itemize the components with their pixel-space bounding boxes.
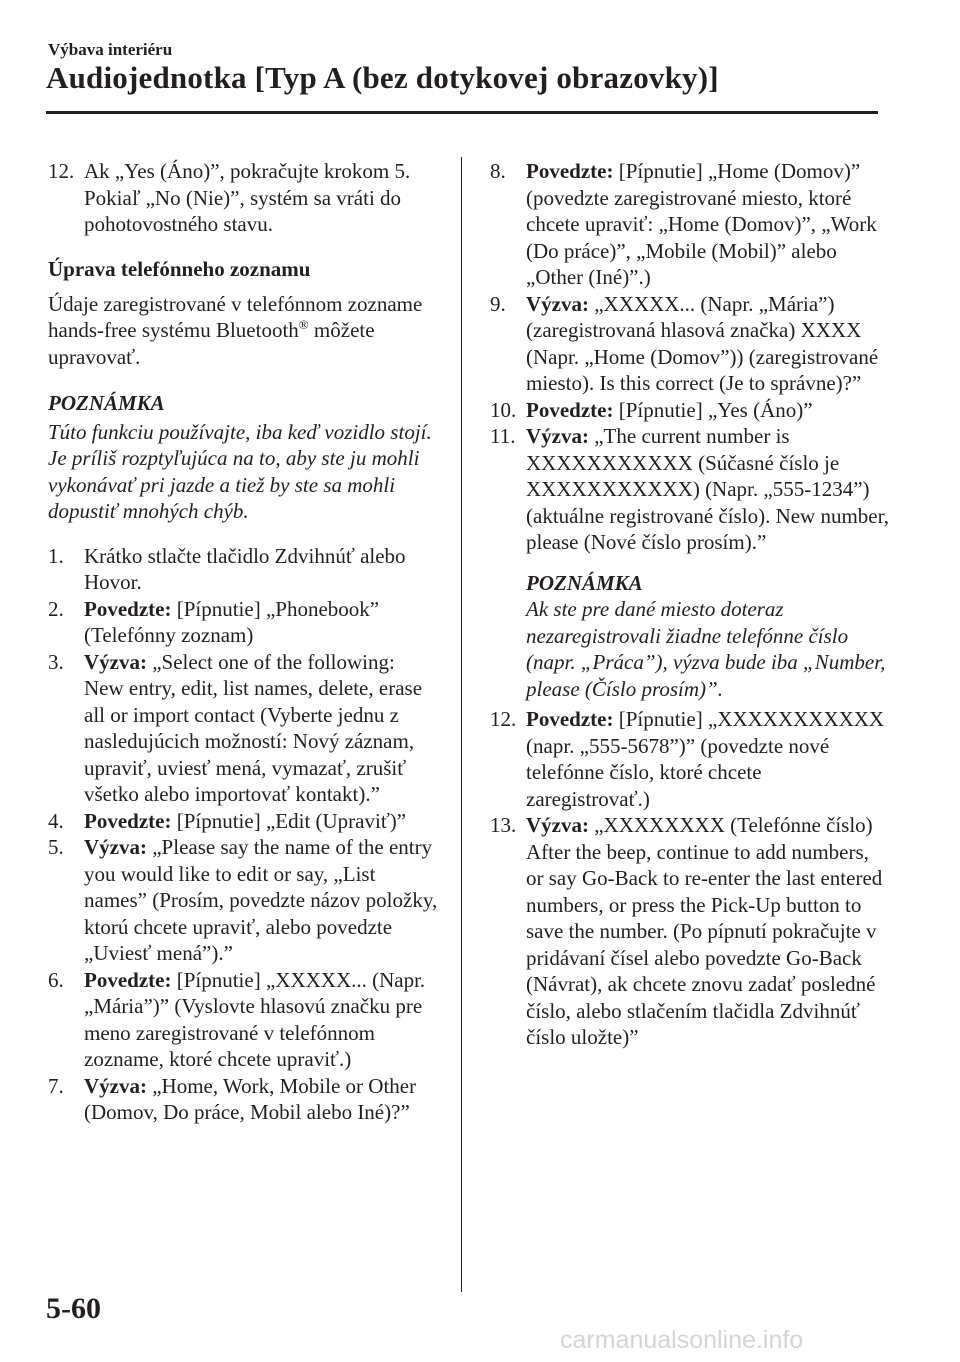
section-label: Výbava interiéru — [48, 40, 173, 59]
step-item — [490, 158, 890, 291]
step-number: 3. — [48, 649, 64, 674]
step-number: 12. — [490, 707, 517, 731]
step-body — [84, 808, 438, 835]
step-item — [48, 649, 438, 808]
step-text: [Pípnutie] „Edit (Upraviť)” — [176, 808, 407, 833]
step-text: [Pípnutie] „Phonebook” (Telefónny zoznam) — [84, 596, 380, 647]
page-number: 5-60 — [46, 1292, 101, 1325]
note-text: Túto funkciu používajte, iba keď vozidlo stojí. Je príliš rozptyľujúca na to, aby ste ju mohli vykonávať pri jazde a tiež by ste sa mohli dopustiť mnohých chýb. — [48, 419, 432, 523]
header-rule — [46, 111, 878, 114]
step-label: Povedzte: — [526, 397, 614, 422]
step-label: Povedzte: — [84, 967, 172, 992]
step-number: 1. — [48, 543, 64, 568]
step-item — [48, 834, 438, 967]
step-text-line2: Pokiaľ „No (Nie)”, systém sa vráti do pohotovostného stavu. — [84, 185, 402, 236]
step-text: [Pípnutie] „Yes (Áno)” — [618, 397, 813, 422]
step-number: 12. — [48, 159, 75, 183]
step-item — [48, 967, 438, 1073]
step-body — [526, 423, 890, 556]
step-text: „The current number is XXXXXXXXXXX (Súčasné číslo je XXXXXXXXXXX) (Napr. „555-1234”) (aktuálne registrované číslo). New number, please (Nové číslo prosím).” — [526, 424, 890, 554]
step-item — [490, 291, 890, 397]
step-12-intro — [48, 158, 438, 248]
step-number: 10. — [490, 397, 517, 422]
page-title: Audiojednotka [Typ A (bez dotykovej obrazovky)] — [46, 60, 719, 95]
step-label: Výzva: — [526, 424, 589, 448]
step-body — [526, 812, 890, 1051]
step-label: Povedzte: — [84, 808, 172, 833]
step-item — [490, 706, 890, 812]
step-body — [84, 834, 438, 967]
step-label: Výzva: — [526, 813, 589, 837]
step-item — [490, 812, 890, 1051]
step-number: 2. — [48, 596, 64, 621]
step-text-line1: Ak „Yes (Áno)”, pokračujte krokom 5. — [84, 159, 411, 183]
step-label: Povedzte: — [84, 596, 172, 621]
watermark: carmanualsonline.info — [560, 1326, 804, 1354]
step-label: Povedzte: — [526, 159, 614, 183]
step-item — [48, 1073, 438, 1126]
step-number: 5. — [48, 835, 64, 859]
section-heading: Úprava telefónneho zoznamu — [48, 257, 311, 281]
step-number: 4. — [48, 808, 64, 833]
step-number: 8. — [490, 159, 506, 183]
step-label: Výzva: — [526, 291, 589, 316]
step-number: 11. — [490, 424, 516, 448]
step-item — [48, 808, 438, 835]
step-text: „Select one of the following: New entry, edit, list names, delete, erase all or import contact (Vyberte jednu z nasledujúcich možností: Nový záznam, upraviť, uviesť mená, vymazať, zrušiť všetko alebo importovať kontakt).” — [84, 649, 423, 806]
note-heading-right: POZNÁMKA — [526, 570, 643, 595]
left-step-list — [48, 543, 438, 1126]
note-text-right: Ak ste pre dané miesto doteraz nezaregistrovali žiadne telefónne číslo (napr. „Práca”), výzva bude iba „Number, please (Číslo prosím)”. — [526, 597, 886, 701]
registered-mark: ® — [298, 317, 309, 332]
note-heading: POZNÁMKA — [48, 391, 165, 415]
step-body — [84, 1073, 438, 1126]
step-text: Krátko stlačte tlačidlo Zdvihnúť alebo Hovor. — [84, 543, 406, 594]
step-item — [48, 543, 438, 596]
step-text: [Pípnutie] „Home (Domov)” (povedzte zaregistrované miesto, ktoré chcete upraviť: „Home (Domov)”, „Work (Do práce)”, „Mobile (Mobil)” alebo „Other (Iné)”.) — [526, 159, 877, 289]
step-text: [Pípnutie] „XXXXXXXXXXX (napr. „555-5678”)” (povedzte nové telefónne číslo, ktoré chcete zaregistrovať.) — [526, 707, 885, 811]
step-body — [526, 158, 890, 291]
step-number: 6. — [48, 967, 64, 992]
step-label: Výzva: — [84, 649, 147, 674]
step-body — [84, 649, 438, 808]
left-column — [48, 158, 438, 1126]
step-item — [490, 397, 890, 424]
step-number: 13. — [490, 813, 517, 837]
right-step-list-b — [490, 706, 890, 1051]
intro-text: Údaje zaregistrované v telefónnom zozname hands-free systému Bluetooth — [48, 291, 423, 342]
step-body — [84, 967, 438, 1073]
step-number: 9. — [490, 291, 506, 316]
step-label: Výzva: — [84, 1073, 147, 1098]
step-body — [84, 596, 438, 649]
step-body — [526, 706, 890, 812]
intro-paragraph — [48, 291, 438, 371]
right-step-list-a — [490, 158, 890, 556]
step-label: Výzva: — [84, 835, 147, 859]
right-column — [490, 158, 890, 1051]
intro-text-end: môžete upravovať. — [48, 318, 375, 369]
step-text: „Please say the name of the entry you would like to edit or say, „List names” (Prosím, povedzte názov položky, ktorú chcete upraviť, alebo povedzte „Uviesť mená”).” — [84, 835, 438, 965]
step-number: 7. — [48, 1073, 64, 1098]
step-text: „XXXXX... (Napr. „Mária”) (zaregistrovaná hlasová značka) XXXX (Napr. „Home (Domov”)) (zaregistrované miesto). Is this correct (Je to správne)?” — [526, 291, 879, 395]
step-body — [526, 291, 890, 397]
step-text: „XXXXXXXX (Telefónne číslo) After the beep, continue to add numbers, or say Go-Back to re-enter the last entered numbers, or press the Pick-Up button to save the number. (Po pípnutí pokračujte v pridávaní čísel alebo povedzte Go-Back (Návrat), ak chcete znovu zadať posledné číslo, alebo stlačením tlačidla Zdvihnúť číslo uložte)” — [526, 813, 883, 1049]
step-label: Povedzte: — [526, 707, 614, 731]
step-body — [526, 397, 890, 424]
step-text: [Pípnutie] „XXXXX... (Napr. „Mária”)” (Vyslovte hlasovú značku pre meno zaregistrované v telefónnom zozname, ktoré chcete upraviť.) — [84, 967, 426, 1071]
step-body — [84, 543, 438, 596]
step-item — [490, 423, 890, 556]
step-item — [48, 596, 438, 649]
step-text: „Home, Work, Mobile or Other (Domov, Do práce, Mobil alebo Iné)?” — [84, 1073, 417, 1124]
column-divider — [461, 157, 462, 1292]
